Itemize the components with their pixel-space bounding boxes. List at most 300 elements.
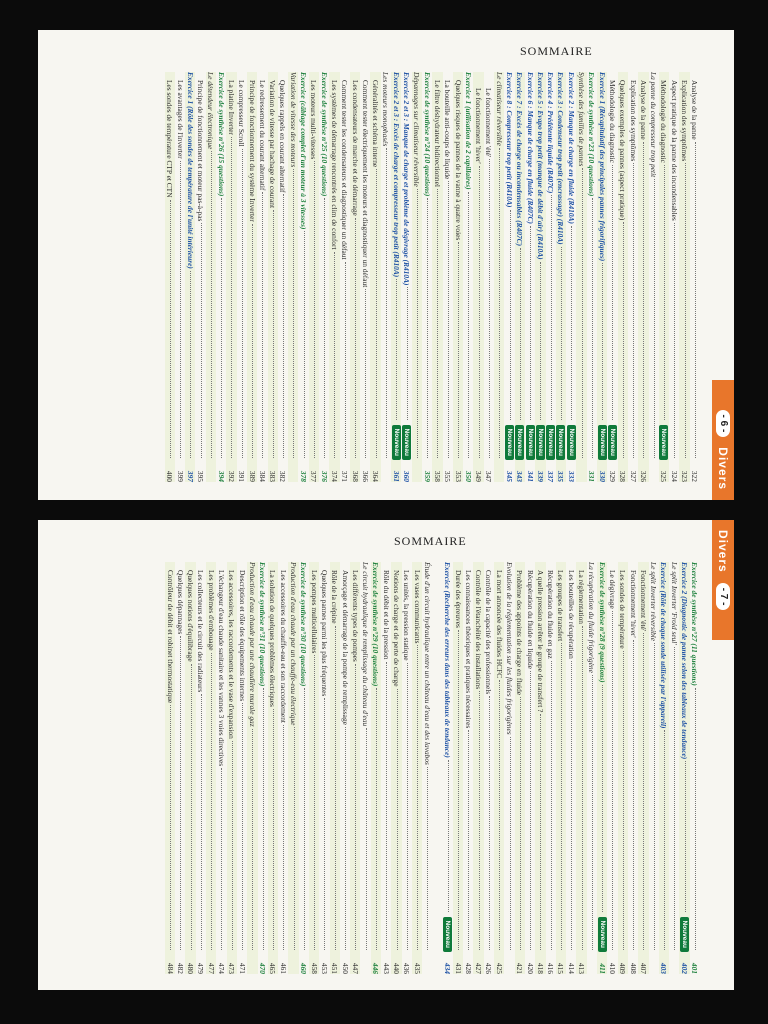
table-of-contents-right — [44, 562, 700, 974]
toc-section-heading — [649, 562, 659, 974]
toc-page-number: 418 — [535, 962, 545, 974]
dot-leader — [427, 198, 429, 458]
toc-page-number: 435 — [412, 962, 422, 974]
toc-entry-title: Exercice 5 : Evapo trop petit (manque de débit d'air) (R410A) — [535, 72, 545, 260]
toc-entry — [216, 72, 226, 482]
dot-leader — [283, 725, 285, 950]
toc-entry-title: Exercice de synthèse n°30 (10 questions) — [299, 562, 309, 687]
toc-entry-title: Les avantages de l'inverter — [175, 80, 185, 159]
dot-leader — [376, 688, 378, 950]
dot-leader — [283, 194, 285, 458]
toc-page-number: 323 — [680, 470, 690, 482]
dot-leader — [623, 651, 625, 950]
dot-leader — [530, 226, 532, 420]
dot-leader — [479, 691, 481, 950]
toc-entry-title: Récupération du fluide en liquide — [525, 570, 535, 669]
dot-leader — [561, 643, 563, 950]
new-badge: Nouveau — [443, 917, 452, 952]
toc-entry-title: Les systèmes de démarrage rencontrés en clim de confort — [329, 80, 339, 250]
toc-entry — [628, 72, 638, 482]
dot-leader — [355, 664, 357, 950]
toc-page-number: 359 — [422, 470, 432, 482]
toc-entry-title: Les sondes de température CTP et CTN — [165, 80, 175, 198]
toc-entry — [679, 562, 689, 974]
toc-entry-title: Principe de fonctionnement et moteur pas-à-pas — [196, 80, 206, 222]
toc-entry-title: Rôle du débit et de la pression — [381, 570, 391, 660]
dot-leader — [458, 630, 460, 950]
toc-entry — [463, 562, 473, 974]
toc-entry — [185, 562, 195, 974]
toc-entry-title: Les pompes multicellulaires — [309, 570, 319, 654]
dot-leader — [582, 626, 584, 950]
toc-entry-title: Exercice 1 (Récapitulatif des principales pannes frigorifiques) — [597, 72, 607, 262]
toc-entry-title: Exercice (Recherche des erreurs dans des tableaux de tendance) — [443, 562, 453, 758]
toc-entry-title: Les groupes de transfert — [556, 570, 566, 642]
dot-leader — [386, 148, 388, 458]
page-heading-left: SOMMAIRE — [520, 44, 593, 58]
toc-page-number: 415 — [556, 962, 566, 974]
toc-entry — [196, 562, 206, 974]
toc-entry-title: Exercice de synthèse n°25 (10 questions) — [319, 72, 329, 197]
toc-page-number: 470 — [258, 962, 268, 974]
dot-leader — [448, 760, 450, 912]
toc-page-number: 461 — [278, 962, 288, 974]
toc-page-number: 377 — [309, 470, 319, 482]
toc-entry — [443, 72, 453, 482]
toc-page-number: 473 — [227, 962, 237, 974]
toc-page-number: 407 — [638, 962, 648, 974]
section-tab-left — [712, 380, 734, 500]
dot-leader — [468, 192, 470, 458]
toc-page-number: 421 — [515, 962, 525, 974]
toc-entry — [247, 72, 257, 482]
dot-leader — [520, 248, 522, 419]
toc-entry — [628, 562, 638, 974]
dot-leader — [551, 195, 553, 419]
toc-page-number: 416 — [546, 962, 556, 974]
dot-leader — [242, 703, 244, 950]
new-badge: Nouveau — [536, 425, 545, 460]
dot-leader — [407, 663, 409, 950]
toc-entry-title: Exercice 8 : Compresseur trop petit (R410A) — [505, 72, 515, 208]
dot-leader — [201, 694, 203, 950]
toc-entry — [226, 72, 236, 482]
dot-leader — [366, 728, 368, 950]
toc-entry-title: Les problèmes d'embouage — [206, 570, 216, 651]
section-tab-right — [712, 520, 734, 640]
dot-leader — [334, 252, 336, 458]
toc-page-number: 374 — [329, 470, 339, 482]
dot-leader — [674, 223, 676, 458]
toc-entry-title: Le fonctionnement 'été' — [484, 88, 494, 158]
dot-leader — [561, 247, 563, 420]
dot-leader — [664, 730, 666, 950]
toc-entry-title: Le climatiseur réversible — [494, 72, 504, 146]
toc-page-number: 333 — [566, 470, 576, 482]
toc-entry — [659, 562, 669, 974]
dot-leader — [448, 181, 450, 458]
toc-entry — [175, 562, 185, 974]
toc-page-number: 360 — [402, 470, 412, 482]
dot-leader — [571, 661, 573, 950]
toc-entry — [360, 72, 370, 482]
toc-entry-title: A quelle pression arrêter le groupe de transfert ? — [535, 570, 545, 713]
toc-section-heading — [412, 72, 422, 482]
dot-leader — [685, 761, 687, 911]
toc-page-number: 389 — [247, 470, 257, 482]
toc-entry — [165, 72, 175, 482]
toc-section-heading — [587, 562, 597, 974]
toc-entry-title: Exercice 1 (utilisation de 2 capillaires) — [463, 72, 473, 190]
toc-page-number: 426 — [484, 962, 494, 974]
toc-entry-title: Les collecteurs et le circuit des radiateurs — [196, 570, 206, 693]
toc-page-number: 427 — [474, 962, 484, 974]
dot-leader — [674, 647, 676, 950]
dot-leader — [232, 137, 234, 458]
toc-entry — [299, 562, 309, 974]
toc-page-number: 335 — [556, 470, 566, 482]
toc-entry — [504, 72, 514, 482]
toc-entry-title: Les différents types de pompes — [350, 570, 360, 662]
toc-page-number: 413 — [577, 962, 587, 974]
toc-page-number: 477 — [206, 962, 216, 974]
toc-entry — [535, 562, 545, 974]
toc-section-heading — [422, 562, 432, 974]
dot-leader — [263, 688, 265, 950]
dot-leader — [324, 698, 326, 950]
dot-leader — [633, 640, 635, 950]
toc-page-number: 484 — [165, 962, 175, 974]
dot-leader — [273, 709, 275, 950]
toc-entry — [350, 72, 360, 482]
toc-page-number: 378 — [299, 470, 309, 482]
dot-leader — [437, 189, 439, 458]
toc-entry-title: Quelques dépannages — [175, 570, 185, 635]
toc-entry-title: Evolution de la réglementation sur les fluides frigorigènes — [505, 562, 515, 735]
dot-leader — [458, 242, 460, 458]
toc-entry-title: Problème des appoints de charge en fluide — [515, 570, 525, 696]
dot-leader — [540, 262, 542, 420]
toc-entry — [607, 72, 617, 482]
toc-entry-title: Exercice 4 : Prédétente liquide (R407C) — [546, 72, 556, 194]
toc-entry — [402, 562, 412, 974]
toc-page-number: 410 — [607, 962, 617, 974]
toc-page-number: 327 — [628, 470, 638, 482]
dot-leader — [397, 689, 399, 951]
toc-entry — [165, 562, 175, 974]
toc-entry-title: Étude d'un circuit hydraulique entre un château d'eau et des lavabos — [422, 562, 432, 765]
toc-entry — [298, 72, 308, 482]
toc-page-number: 414 — [566, 962, 576, 974]
toc-entry — [690, 562, 700, 974]
new-badge: Nouveau — [515, 425, 524, 460]
new-badge: Nouveau — [608, 425, 617, 460]
toc-entry — [206, 562, 216, 974]
tab-label-right: Divers — [716, 530, 730, 573]
toc-section-heading — [206, 72, 216, 482]
toc-entry-title: Comment tester les condensateurs et diagnostiquer un défaut — [340, 80, 350, 260]
dot-leader — [427, 767, 429, 950]
toc-entry — [515, 562, 525, 974]
toc-entry — [391, 562, 401, 974]
toc-page-number: 384 — [257, 470, 267, 482]
toc-section-heading — [649, 72, 659, 482]
dot-leader — [345, 262, 347, 458]
page-heading-right: SOMMAIRE — [394, 534, 467, 548]
toc-entry — [566, 72, 576, 482]
toc-page-number: 353 — [453, 470, 463, 482]
toc-entry-title: Le filtre déshydrateur bidirectionnel — [432, 80, 442, 187]
toc-entry-title: Durée des épreuves — [453, 570, 463, 628]
toc-entry-title: L'échangeur d'eau chaude sanitaire et les vannes 3 voies directives — [217, 570, 226, 767]
toc-entry-title: Exercice (câblage complet d'un moteur à 3 vitesses) — [299, 72, 309, 230]
toc-page-number: 347 — [484, 470, 494, 482]
toc-entry — [669, 72, 679, 482]
toc-entry — [237, 72, 247, 482]
toc-section-heading — [381, 72, 391, 482]
toc-entry — [371, 562, 381, 974]
toc-entry — [597, 562, 607, 974]
dot-leader — [510, 737, 512, 950]
toc-entry-title: Les condensateurs de marche et de démarrage — [350, 80, 360, 216]
toc-entry-title: Dépannages sur climatiseur réversible — [412, 72, 422, 187]
toc-entry-title: Exercice 3 : Condenseur trop petit (encrassage) (R410A) — [556, 72, 566, 245]
dot-leader — [396, 279, 398, 419]
toc-page-number: 383 — [268, 470, 278, 482]
new-badge: Nouveau — [567, 425, 576, 460]
toc-entry-title: Le split Inverter 'Froid seul' — [669, 562, 679, 645]
toc-entry — [638, 72, 648, 482]
toc-entry — [618, 72, 628, 482]
toc-page-number: 358 — [432, 470, 442, 482]
toc-section-heading — [288, 72, 298, 482]
toc-entry-title: Les accessoires du chauffe-eau et son raccordement — [278, 570, 288, 723]
dot-leader — [582, 168, 584, 458]
dot-leader — [242, 149, 244, 459]
toc-page-number: 371 — [340, 470, 350, 482]
toc-page-number: 397 — [185, 470, 195, 482]
dot-leader — [602, 263, 604, 419]
toc-entry — [195, 72, 205, 482]
toc-entry-title: Aspect pratique de la panne des incondensables — [669, 80, 679, 221]
table-of-contents-left — [44, 72, 700, 482]
toc-page-number: 337 — [546, 470, 556, 482]
toc-entry — [556, 72, 566, 482]
toc-entry — [268, 72, 278, 482]
new-badge: Nouveau — [659, 425, 668, 460]
toc-entry — [227, 562, 237, 974]
new-badge: Nouveau — [526, 425, 535, 460]
tab-label-left: Divers — [716, 447, 730, 490]
toc-entry — [597, 72, 607, 482]
toc-page-number: 480 — [186, 962, 196, 974]
toc-entry-title: Explication des symptômes — [628, 80, 638, 162]
dot-leader — [695, 142, 697, 458]
toc-entry-title: La panne du compresseur trop petit — [649, 72, 659, 178]
dot-leader — [355, 218, 357, 458]
toc-page-number: 440 — [392, 962, 402, 974]
page-number-right: - 7 - — [716, 583, 730, 611]
toc-entry — [432, 72, 442, 482]
dot-leader — [520, 697, 522, 950]
toc-page-number: 364 — [371, 470, 381, 482]
toc-entry — [484, 562, 494, 974]
toc-page-number: 465 — [268, 962, 278, 974]
toc-entry-title: Quelques rappels en courant alternatif — [278, 80, 288, 193]
toc-entry — [309, 72, 319, 482]
toc-entry-title: La bouteille anti-coups de liquide — [443, 80, 453, 180]
toc-entry-title: Exercice 2 et 3 : Manque de charge et problème de dégivrage (R410A) — [402, 72, 412, 286]
toc-entry — [340, 562, 350, 974]
toc-entry-title: Les unités, la pression statique — [402, 570, 412, 661]
toc-entry — [473, 562, 483, 974]
toc-section-heading — [361, 562, 371, 974]
dot-leader — [304, 688, 306, 950]
page-number-left: - 6 - — [716, 410, 730, 438]
dot-leader — [551, 661, 553, 950]
toc-entry — [443, 562, 453, 974]
toc-page-number: 447 — [350, 962, 360, 974]
dot-leader — [232, 741, 234, 950]
toc-entry — [175, 72, 185, 482]
dot-leader — [592, 198, 594, 458]
dot-leader — [664, 165, 666, 420]
toc-entry-title: Production d'eau chaude par une chaudière murale gaz — [247, 562, 257, 727]
toc-entry-title: Le circuit hydraulique de remplissage du château d'eau — [361, 562, 371, 727]
toc-entry-title: Le redressement du courant alternatif — [257, 80, 267, 191]
dot-leader — [262, 192, 264, 458]
toc-page-number: 399 — [175, 470, 185, 482]
new-badge: Nouveau — [402, 425, 411, 460]
dot-leader — [407, 287, 409, 419]
toc-entry-title: Contrôleur de débit et robinet thermostatique — [165, 570, 175, 704]
toc-entry-title: La récupération du fluide frigorigène — [587, 562, 597, 673]
new-badge: Nouveau — [598, 917, 607, 952]
toc-page-number: 345 — [505, 470, 515, 482]
toc-spacer — [433, 562, 443, 974]
toc-entry-title: La mort annoncée des fluides HCFC — [494, 570, 504, 679]
toc-page-number: 349 — [474, 470, 484, 482]
toc-entry — [401, 72, 411, 482]
toc-entry — [515, 72, 525, 482]
toc-page-number: 420 — [525, 962, 535, 974]
toc-entry — [494, 562, 504, 974]
new-badge: Nouveau — [546, 425, 555, 460]
toc-entry-title: Variation de vitesse des moteurs — [288, 72, 298, 168]
dot-leader — [221, 198, 223, 458]
toc-entry — [525, 562, 535, 974]
dot-leader — [273, 210, 275, 458]
toc-entry-title: Méthodologie du diagnostic — [607, 80, 617, 163]
toc-page-number: 341 — [525, 470, 535, 482]
toc-section-heading — [504, 562, 514, 974]
dot-leader — [417, 645, 419, 950]
toc-entry-title: Les connaissances théoriques et pratiques nécessaires — [463, 570, 473, 729]
toc-entry — [638, 562, 648, 974]
toc-entry — [340, 72, 350, 482]
dot-leader — [304, 231, 306, 458]
toc-entry-title: Principe de fonctionnement du système Inverter — [247, 80, 257, 222]
toc-page-number: 343 — [515, 470, 525, 482]
toc-entry-title: Quelques pannes parmi les plus fréquentes — [319, 570, 329, 697]
dot-leader — [623, 222, 625, 458]
toc-entry — [319, 562, 329, 974]
toc-entry-title: Exercice de synthèse n°31 (10 questions) — [258, 562, 268, 687]
toc-entry-title: Quelques notions d'équilibrage — [186, 570, 196, 662]
toc-page-number: 400 — [165, 470, 175, 482]
toc-entry-title: Le compresseur Scroll — [237, 80, 247, 147]
toc-page-number: 408 — [628, 962, 638, 974]
dot-leader — [211, 151, 213, 458]
toc-page-number: 331 — [587, 470, 597, 482]
new-badge: Nouveau — [598, 425, 607, 460]
toc-page-number: 446 — [371, 962, 381, 974]
dot-leader — [468, 730, 470, 950]
dot-leader — [180, 636, 182, 950]
toc-entry — [546, 72, 556, 482]
toc-entry — [237, 562, 247, 974]
toc-page-number: 328 — [618, 470, 628, 482]
dot-leader — [335, 626, 337, 950]
dot-leader — [540, 714, 542, 950]
dot-leader — [489, 159, 491, 458]
toc-entry-title: Exercice de synthèse n°29 (10 questions) — [371, 562, 381, 687]
toc-entry — [216, 562, 226, 974]
toc-page-number: 394 — [216, 470, 226, 482]
dot-leader — [294, 727, 296, 950]
toc-entry-title: Fonctionnement 'hiver' — [628, 570, 638, 638]
toc-entry-title: Analyse de la panne — [638, 80, 648, 140]
toc-section-heading — [576, 72, 586, 482]
toc-entry — [679, 72, 689, 482]
toc-entry — [258, 562, 268, 974]
toc-entry-title: Exercice 7 : Excès de charge ou incondensables (R407C) — [515, 72, 525, 247]
toc-entry — [453, 72, 463, 482]
dot-leader — [602, 685, 604, 912]
toc-page-number: 368 — [350, 470, 360, 482]
new-badge: Nouveau — [680, 917, 689, 952]
dot-leader — [685, 163, 687, 458]
toc-page-number: 355 — [443, 470, 453, 482]
toc-entry-title: Exercice de synthèse n°24 (10 questions) — [422, 72, 432, 197]
toc-entry — [587, 72, 597, 482]
toc-entry — [371, 72, 381, 482]
dot-leader — [643, 142, 645, 458]
toc-entry — [329, 72, 339, 482]
toc-entry — [576, 562, 586, 974]
toc-page-number: 460 — [299, 962, 309, 974]
new-badge: Nouveau — [557, 425, 566, 460]
toc-page-number: 411 — [597, 963, 607, 974]
dot-leader — [376, 169, 378, 458]
dot-leader — [191, 664, 193, 950]
toc-entry-title: Contrôle de la capacité des professionnels — [484, 570, 494, 695]
toc-page-number: 376 — [319, 470, 329, 482]
toc-entry-title: Explication des symptômes — [680, 80, 690, 162]
dot-leader — [571, 226, 573, 420]
left-page — [38, 30, 734, 500]
toc-entry-title: Notions de charge et de perte de charge — [392, 570, 402, 687]
toc-entry — [185, 72, 195, 482]
dot-leader — [314, 161, 316, 458]
toc-page-number: 425 — [494, 962, 504, 974]
toc-entry — [473, 72, 483, 482]
toc-page-number: 443 — [381, 962, 391, 974]
new-badge: Nouveau — [392, 425, 401, 460]
toc-section-heading — [247, 562, 257, 974]
toc-entry-title: Exercice de synthèse n°27 (11 questions) — [690, 562, 700, 686]
dot-leader — [314, 655, 316, 950]
